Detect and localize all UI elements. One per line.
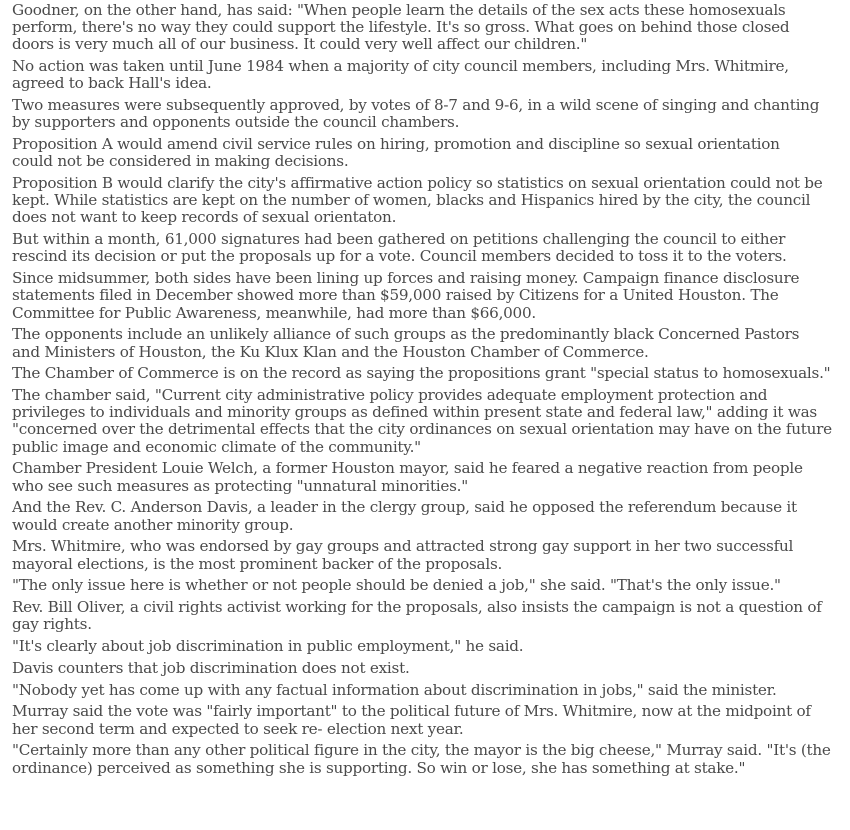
- paragraph-line: Proposition B would clarify the city's affirmative action policy so statistics on sexual orientation could not be: [12, 174, 823, 193]
- paragraph-line: privileges to individuals and minority groups as defined within present state and federal law," adding it was: [12, 403, 817, 422]
- paragraph-line: would create another minority group.: [12, 515, 294, 534]
- article-paragraph: [12, 660, 844, 677]
- article-paragraph: [12, 136, 844, 170]
- paragraph-line: Two measures were subsequently approved, by votes of 8-7 and 9-6, in a wild scene of singing and chanting: [12, 96, 820, 115]
- paragraph-line: But within a month, 61,000 signatures had been gathered on petitions challenging the council to either: [12, 230, 786, 249]
- article-paragraph: [12, 538, 844, 572]
- paragraph-line: Proposition A would amend civil service rules on hiring, promotion and discipline so sexual orientation: [12, 135, 780, 154]
- article-paragraph: [12, 231, 844, 265]
- paragraph-line: "The only issue here is whether or not people should be denied a job," she said. "That's the only issue.": [12, 576, 781, 595]
- paragraph-line: Committee for Public Awareness, meanwhile, had more than $66,000.: [12, 303, 536, 322]
- article-paragraph: [12, 326, 844, 360]
- paragraph-line: Davis counters that job discrimination does not exist.: [12, 658, 410, 677]
- paragraph-line: public image and economic climate of the community.": [12, 437, 421, 456]
- article-paragraph: [12, 175, 844, 227]
- paragraph-line: Chamber President Louie Welch, a former Houston mayor, said he feared a negative reaction from people: [12, 459, 803, 478]
- paragraph-line: kept. While statistics are kept on the number of women, blacks and Hispanics hired by the city, the council: [12, 191, 811, 210]
- paragraph-line: gay rights.: [12, 615, 92, 634]
- paragraph-line: mayoral elections, is the most prominent backer of the proposals.: [12, 554, 503, 573]
- article-paragraph: [12, 387, 844, 456]
- paragraph-line: who see such measures as protecting "unnatural minorities.": [12, 476, 468, 495]
- paragraph-line: Since midsummer, both sides have been lining up forces and raising money. Campaign finance disclosure: [12, 269, 800, 288]
- paragraph-line: "Nobody yet has come up with any factual information about discrimination in jobs," said the minister.: [12, 680, 777, 699]
- paragraph-line: Goodner, on the other hand, has said: "When people learn the details of the sex acts these homosexuals: [12, 1, 786, 19]
- paragraph-line: agreed to back Hall's idea.: [12, 74, 212, 93]
- paragraph-line: could not be considered in making decisions.: [12, 152, 349, 171]
- paragraph-line: her second term and expected to seek re- election next year.: [12, 719, 464, 738]
- paragraph-line: No action was taken until June 1984 when a majority of city council members, including Mrs. Whitmire,: [12, 57, 789, 76]
- paragraph-line: ordinance) perceived as something she is supporting. So win or lose, she has something at stake.": [12, 758, 746, 777]
- paragraph-line: The opponents include an unlikely alliance of such groups as the predominantly black Concerned Pastors: [12, 325, 800, 344]
- paragraph-line: And the Rev. C. Anderson Davis, a leader in the clergy group, said he opposed the referendum because it: [12, 498, 797, 517]
- paragraph-line: doors is very much all of our business. It could very well affect our children.": [12, 35, 588, 54]
- article-paragraph: [12, 97, 844, 131]
- paragraph-line: The Chamber of Commerce is on the record as saying the propositions grant "special status to homosexuals.": [12, 364, 831, 383]
- article-paragraph: [12, 2, 844, 54]
- paragraph-line: by supporters and opponents outside the council chambers.: [12, 113, 460, 132]
- paragraph-line: statements filed in December showed more than $59,000 raised by Citizens for a United Houston. The: [12, 286, 779, 305]
- paragraph-line: does not want to keep records of sexual orientaton.: [12, 208, 397, 227]
- article-paragraph: [12, 365, 844, 382]
- article-paragraph: [12, 599, 844, 633]
- article-paragraph: [12, 270, 844, 322]
- article-paragraph: [12, 499, 844, 533]
- article-paragraph: [12, 703, 844, 737]
- paragraph-line: perform, there's no way they could support the lifestyle. It's so gross. What goes on behind those closed: [12, 18, 790, 37]
- article-paragraph: [12, 58, 844, 92]
- article-paragraph: [12, 577, 844, 594]
- paragraph-line: "Certainly more than any other political figure in the city, the mayor is the big cheese," Murray said. "It's (the: [12, 741, 831, 760]
- article-paragraph: [12, 460, 844, 494]
- paragraph-line: Murray said the vote was "fairly important" to the political future of Mrs. Whitmire, now at the midpoint of: [12, 702, 811, 721]
- paragraph-line: and Ministers of Houston, the Ku Klux Klan and the Houston Chamber of Commerce.: [12, 342, 649, 361]
- paragraph-line: "concerned over the detrimental effects that the city ordinances on sexual orientation may have on the future: [12, 420, 832, 439]
- paragraph-line: The chamber said, "Current city administrative policy provides adequate employment protection and: [12, 386, 768, 405]
- paragraph-line: "It's clearly about job discrimination in public employment," he said.: [12, 637, 524, 656]
- paragraph-line: rescind its decision or put the proposals up for a vote. Council members decided to toss it to the voters.: [12, 247, 787, 266]
- article-paragraph: [12, 638, 844, 655]
- article-paragraph: [12, 742, 844, 776]
- paragraph-line: Rev. Bill Oliver, a civil rights activist working for the proposals, also insists the campaign is not a question of: [12, 598, 822, 617]
- article-paragraph: [12, 682, 844, 699]
- article-body: [12, 2, 844, 781]
- paragraph-line: Mrs. Whitmire, who was endorsed by gay groups and attracted strong gay support in her two successful: [12, 537, 794, 556]
